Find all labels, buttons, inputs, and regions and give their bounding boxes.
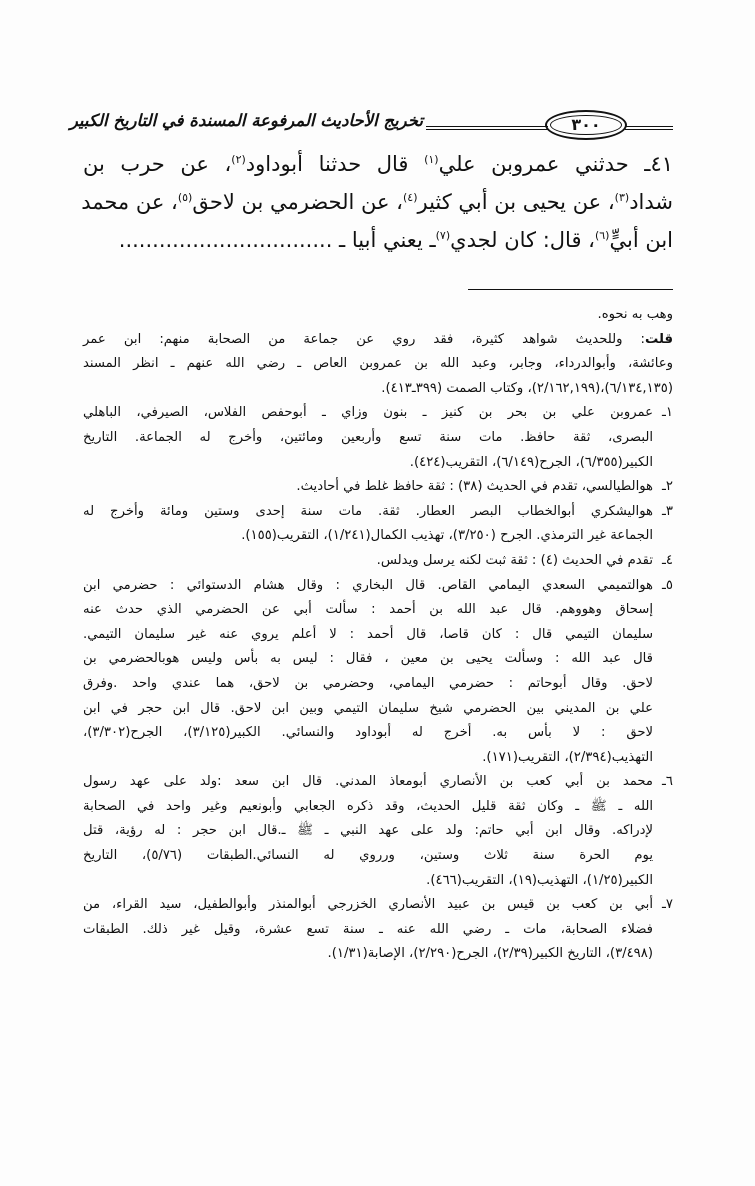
footnote-line: لإدراكه. وقال ابن أبي حاتم: ولد على عهد النبي ـ ﷺ ـ.قال ابن حجر : له رؤية، قتل [83,823,653,839]
hadith-line [83,183,673,221]
hadith-text-segment: ، عن محمد [81,190,178,214]
footnote-line: سليمان التيمي قال : كان قاصا، قال أحمد : لا أعلم يروي عنه غير سليمان التيمي. [83,626,653,642]
hadith-text-segment: ابن أبيٍّ [609,228,673,252]
footnote-text: : وللحديث شواهد كثيرة، فقد روي عن جماعة من الصحابة منهم: ابن عمر [83,331,646,347]
footnote-line: هوالتميمي السعدي اليمامي القاص. قال البخاري : وقال هشام الدستوائي : حضرمي ابن [83,577,653,593]
book-page [69,0,673,1186]
footnote-separator [468,289,673,290]
header-double-rule-right [625,126,673,130]
footnote-line: قال عبد الله : وسألت يحيى بن معين ، فقال : ليس به بأس وليس هوبالحضرمي بن [83,651,653,667]
footnote-line: لاحق. وقال أبوحاتم : حضرمي اليمامي، وحضرمي بن لاحق، هما عندي واحد .وفرق [83,675,653,691]
footnote-line: التهذيب(٢/٣٩٤)، التقريب(١٧١). [482,749,653,765]
footnote-item [83,401,673,475]
footnote-line: عمروبن علي بن بحر بن كنيز ـ بنون وزاي ـ أبوحفص الفلاس، الصيرفي، الباهلي [83,405,653,421]
footnote-item [83,574,673,771]
hadith-text-segment: شداد [629,190,673,214]
page-number-oval [545,110,627,140]
footnote-reference[interactable]: (٥) [177,191,193,204]
footnote-line: البصرى، ثقة حافظ. مات سنة تسع وأربعين ومائتين، وأخرج له الجماعة. التاريخ [83,429,653,445]
footnote-line: علي بن المديني بين الحضرمي شيخ سليمان التيمي وبين ابن لاحق. قال ابن حجر في ابن [83,700,653,716]
continuation-dots: ................................ [118,228,333,252]
hadith-text-segment: ، قال: كان لجدي [450,228,595,252]
footnote-line: هواليشكري أبوالخطاب البصر العطار. ثقة. مات سنة إحدى وستين ومائة وأخرج له [83,503,653,519]
footnote-reference[interactable]: (١) [424,153,439,166]
footnote-line: (٣/٤٩٨)، التاريخ الكبير(٢/٣٩)، الجرح(٢/٢٩٠)، الإصابة(١/٣١). [327,946,653,962]
footnote-line: الله ـ ﷺ ـ وكان ثقة قليل الحديث، وقد ذكره الجعابي وأبونعيم وغير واحد في الصحابة [83,798,653,814]
footnote-line: فضلاء الصحابة، مات ـ رضي الله عنه ـ سنة تسع عشرة، وقيل غير ذلك. الطبقات [83,921,653,937]
book-title: تخريج الأحاديث المرفوعة المسندة في التاريخ الكبير [69,111,423,130]
hadith-text-segment: قال حدثنا أبوداود [245,152,425,176]
footnote-number: ٧ـ [662,897,673,913]
hadith-line [83,221,673,259]
footnote-number: ١ـ [662,405,673,421]
footnotes [83,303,673,967]
hadith-text [83,145,673,259]
footnote-number: ٣ـ [662,503,673,519]
hadith-text-segment: ٤١ـ حدثني عمروبن علي [438,152,673,176]
footnote-item [83,549,673,574]
hadith-line [83,145,673,183]
footnote-line: وهب به نحوه. [597,307,673,322]
hadith-text-segment: ، عن الحضرمي بن لاحق [192,190,403,214]
footnote-line: لاحق : لا بأس به. أخرج له أبوداود والنسائي. الكبير(٣/١٢٥)، الجرح(٣/٣٠٢)، [83,725,653,741]
footnote-line: يوم الحرة سنة ثلاث وستين، ورروي له النسائي.الطبقات (٥/٧٦)، التاريخ [83,848,654,864]
footnote-items [83,401,673,967]
footnote-line: وعائشة، وأبوالدرداء، وجابر، وعبد الله بن عمروبن العاص ـ رضي الله عنهم ـ انظر المسند [83,356,673,372]
hadith-text-segment: ، عن حرب بن [83,152,232,176]
footnote-line: محمد بن أبي كعب بن الأنصاري أبومعاذ المدني. قال ابن سعد :ولد على عهد رسول [83,774,653,790]
hadith-text-segment: ، عن يحيى بن أبي كثير [417,190,615,214]
footnote-item [83,475,673,500]
footnote-number: ٢ـ [662,479,673,495]
footnote-line: أبي بن كعب بن قيس بن عبيد الأنصاري الخزرجي أبوالمنذر وأبوالطفيل، سيد القراء، من [83,897,653,913]
footnote-reference[interactable]: (٢) [231,153,246,166]
footnote-line: الكبير(٦/٣٥٥)، الجرح(٦/١٤٩)، التقريب(٤٢٤). [409,454,653,470]
footnote-reference[interactable]: (٦) [594,229,610,242]
footnote-number: ٦ـ [662,774,673,790]
footnote-line: إسحاق وهووهم. قال عبد الله بن أحمد : سألت أبي عن الحضرمي الذي حدث عنه [83,602,653,618]
footnote-reference[interactable]: (٧) [435,229,451,242]
footnote-number: ٥ـ [662,577,673,593]
footnote-item [83,500,673,549]
note-label: قلت [645,331,673,347]
footnote-intro [83,303,673,401]
footnote-item [83,893,673,967]
running-header [69,104,673,140]
footnote-reference[interactable]: (٣) [614,191,630,204]
header-double-rule [426,126,548,130]
footnote-line [83,328,673,353]
footnote-number: ٤ـ [662,552,673,568]
footnote-item [83,770,673,893]
footnote-line: الجماعة غير الترمذي. الجرح (٣/٢٥٠)، تهذيب الكمال(١/٢٤١)، التقريب(١٥٥). [241,528,653,544]
footnote-line: تقدم في الحديث (٤) : ثقة ثبت لكنه يرسل ويدلس. [376,552,653,568]
page-number: ٣٠٠ [571,115,601,134]
footnote-line: الكبير(١/٢٥)، التهذيب(١٩)، التقريب(٤٦٦). [426,872,653,888]
hadith-text-segment: ـ يعني أبيا ـ [332,228,436,252]
footnote-reference[interactable]: (٤) [402,191,418,204]
footnote-line: هوالطيالسي، تقدم في الحديث (٣٨) : ثقة حافظ غلط في أحاديث. [296,479,653,495]
footnote-line: (٦/١٣٤,١٣٥)،(٢/١٦٢,١٩٩)، وكتاب الصمت (٣٩٩ـ٤١٣). [381,380,673,396]
